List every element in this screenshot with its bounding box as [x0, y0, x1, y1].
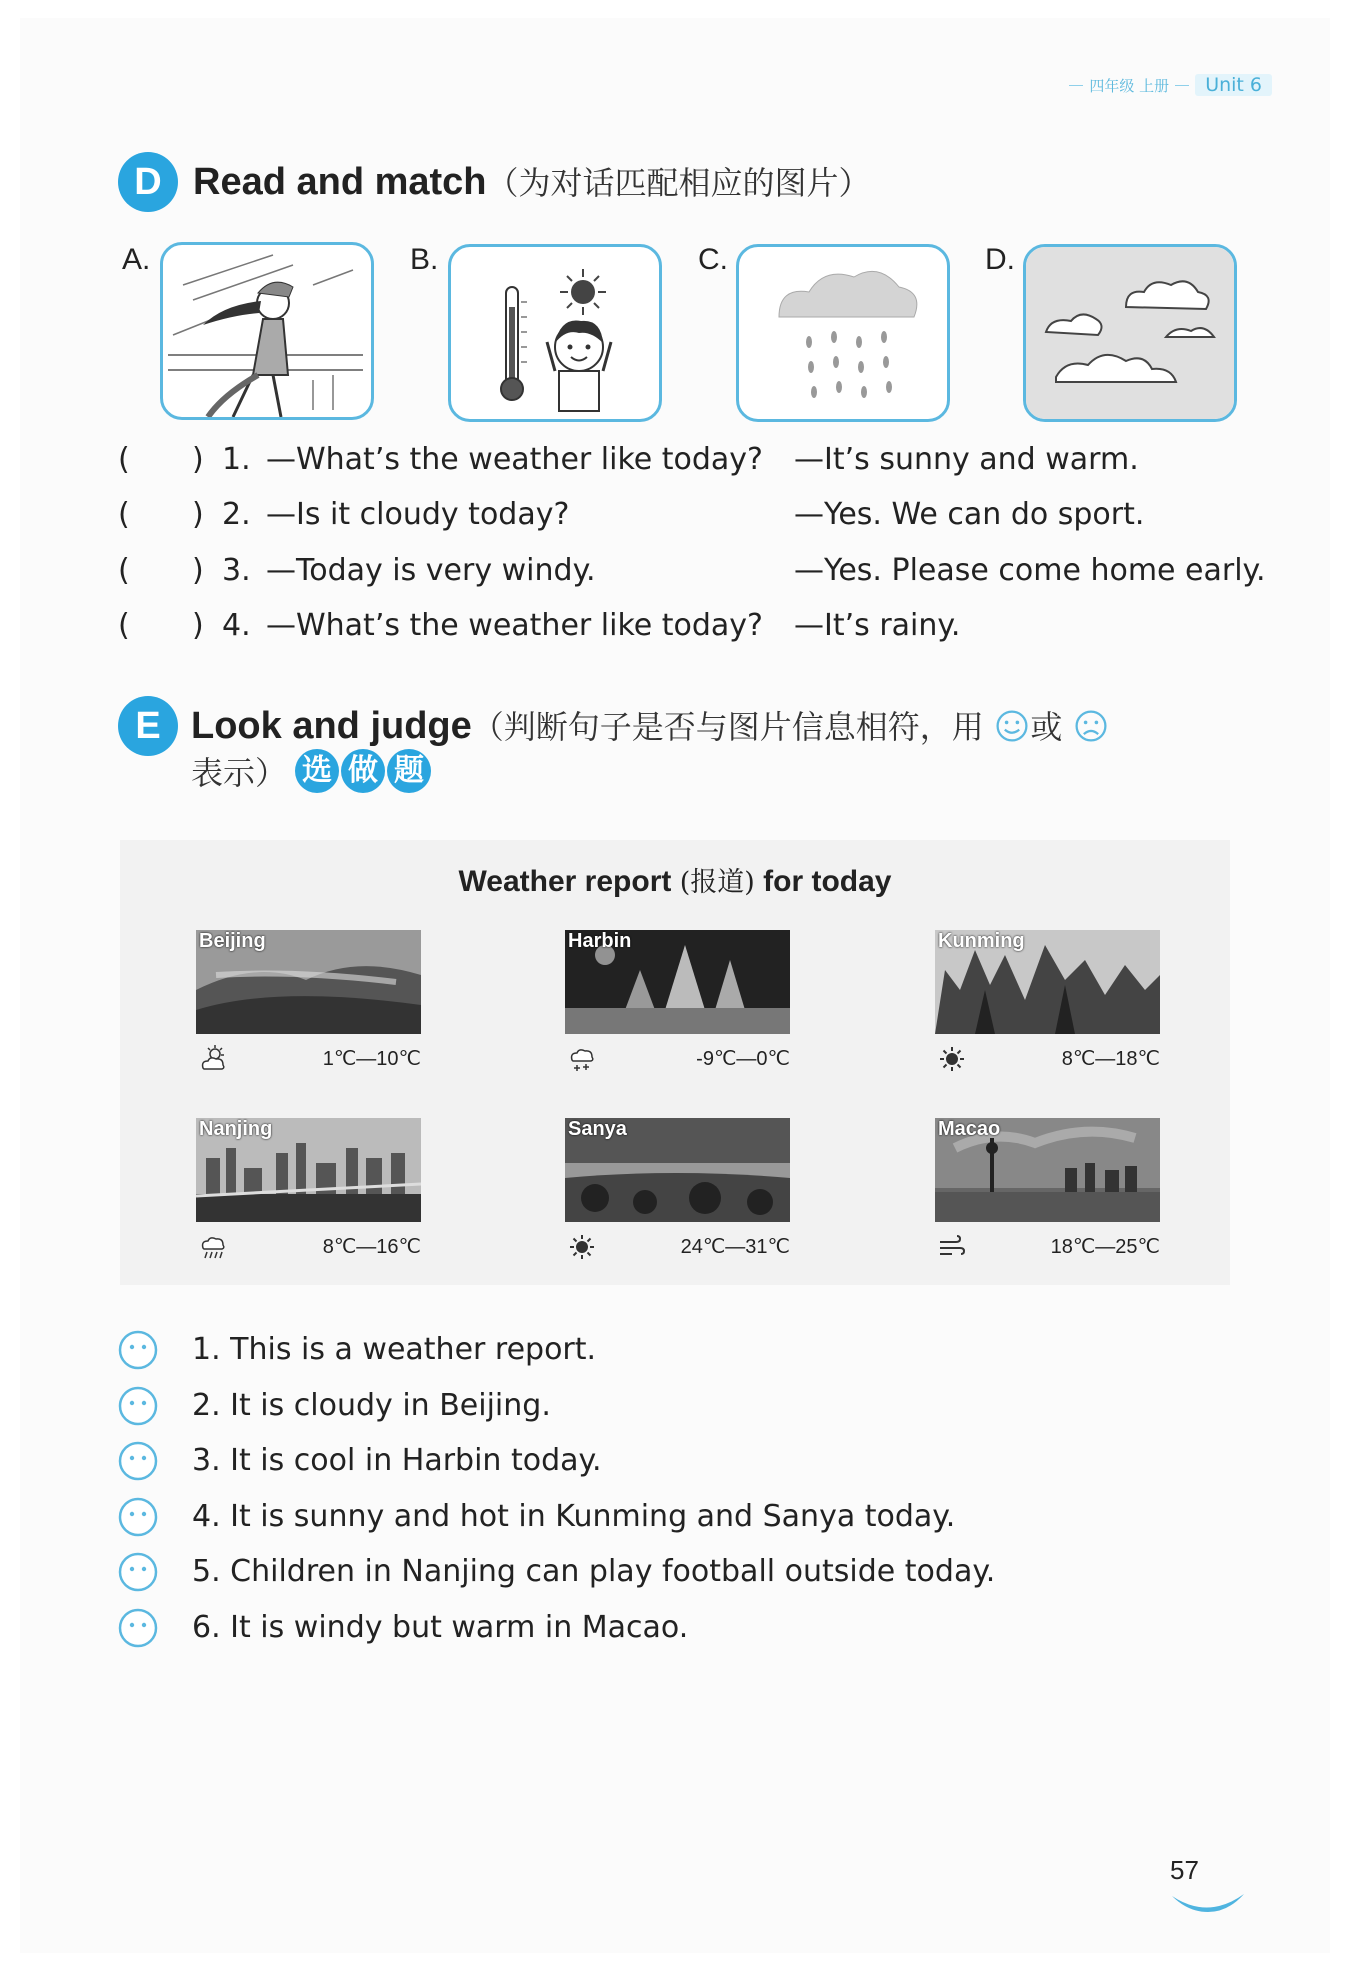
cloudy-sun-icon: [198, 1044, 228, 1074]
item-number: 1.: [222, 442, 251, 477]
city-photo: [565, 930, 790, 1034]
report-title-cn: (报道): [679, 867, 755, 898]
city-weather-row: [935, 1040, 1160, 1076]
answer-bracket-open[interactable]: (: [118, 497, 130, 532]
optional-badge-char: 题: [387, 749, 431, 793]
city-temp: -9℃—0℃: [696, 1048, 790, 1070]
question-text: —What’s the weather like today?: [266, 608, 763, 643]
city-photo: [196, 1118, 421, 1222]
answer-text: —It’s sunny and warm.: [794, 442, 1139, 477]
city-weather-row: [196, 1040, 421, 1076]
answer-text: —Yes. We can do sport.: [794, 497, 1145, 532]
section-d-title-cn: （为对话匹配相应的图片）: [486, 164, 871, 202]
city-card-harbin: [565, 930, 790, 1076]
rain-icon: [198, 1232, 228, 1262]
weather-report-title: [120, 860, 1230, 899]
section-d-title: [193, 158, 871, 204]
city-temp: 24℃—31℃: [680, 1236, 790, 1258]
city-photo: [196, 930, 421, 1034]
city-name: Macao: [938, 1118, 1001, 1140]
section-d-badge: D: [118, 152, 178, 212]
city-name: Harbin: [568, 930, 632, 952]
city-temp: 18℃—25℃: [1050, 1236, 1160, 1258]
header-rule: [1175, 85, 1189, 86]
clouds-picture: [1023, 244, 1237, 422]
smile-face-icon: [994, 708, 1030, 744]
city-card-kunming: [935, 930, 1160, 1076]
blank-face-icon[interactable]: [118, 1330, 158, 1370]
section-e-title-line2: [191, 748, 431, 794]
statement-text: 2. It is cloudy in Beijing.: [192, 1388, 551, 1423]
item-number: 2.: [222, 497, 251, 532]
picture-label-d: D.: [985, 243, 1015, 276]
section-e-title-or: 或: [1030, 708, 1063, 746]
report-title-end: for today: [763, 865, 892, 898]
answer-bracket-close: ): [192, 553, 204, 588]
city-card-macao: [935, 1118, 1160, 1264]
city-photo: [565, 1118, 790, 1222]
city-weather-row: [935, 1228, 1160, 1264]
city-name: Nanjing: [199, 1118, 273, 1140]
city-temp: 8℃—18℃: [1061, 1048, 1160, 1070]
city-photo: [935, 930, 1160, 1034]
sad-face-icon: [1073, 708, 1109, 744]
city-name: Sanya: [568, 1118, 627, 1140]
item-number: 4.: [222, 608, 251, 643]
rain-cloud-picture: [736, 244, 950, 422]
section-d-title-en: Read and match: [193, 161, 487, 203]
sunny-icon: [937, 1044, 967, 1074]
city-temp: 8℃—16℃: [322, 1236, 421, 1258]
page-number-swoosh-icon: [1168, 1890, 1248, 1916]
page-number: 57: [1170, 1855, 1199, 1885]
blank-face-icon[interactable]: [118, 1608, 158, 1648]
optional-badge-char: 做: [341, 749, 385, 793]
question-text: —Today is very windy.: [266, 553, 596, 588]
statement-text: 5. Children in Nanjing can play football outside today.: [192, 1554, 996, 1589]
snow-icon: [567, 1044, 597, 1074]
question-text: —Is it cloudy today?: [266, 497, 570, 532]
blank-face-icon[interactable]: [118, 1552, 158, 1592]
item-number: 3.: [222, 553, 251, 588]
hot-thermometer-boy-picture: [448, 244, 662, 422]
blank-face-icon[interactable]: [118, 1497, 158, 1537]
city-name: Kunming: [938, 930, 1025, 952]
city-card-sanya: [565, 1118, 790, 1264]
city-weather-row: [196, 1228, 421, 1264]
section-e-title-cn-end: 表示）: [191, 754, 288, 792]
windy-girl-picture: [160, 242, 374, 420]
answer-bracket-open[interactable]: (: [118, 608, 130, 643]
optional-task-badges: [295, 749, 431, 793]
section-e-title-en: Look and judge: [191, 705, 472, 747]
answer-bracket-open[interactable]: (: [118, 553, 130, 588]
blank-face-icon[interactable]: [118, 1386, 158, 1426]
blank-face-icon[interactable]: [118, 1441, 158, 1481]
page-header: [1069, 74, 1272, 96]
city-temp: 1℃—10℃: [322, 1048, 421, 1070]
question-text: —What’s the weather like today?: [266, 442, 763, 477]
report-title-en: Weather report: [458, 865, 672, 898]
optional-badge-char: 选: [295, 749, 339, 793]
city-name: Beijing: [199, 930, 266, 952]
city-card-beijing: [196, 930, 421, 1076]
header-grade: 四年级 上册: [1089, 76, 1170, 95]
city-weather-row: [565, 1040, 790, 1076]
statement-text: 3. It is cool in Harbin today.: [192, 1443, 602, 1478]
sunny-icon: [567, 1232, 597, 1262]
city-photo: [935, 1118, 1160, 1222]
header-rule: [1069, 85, 1083, 86]
city-card-nanjing: [196, 1118, 421, 1264]
statement-text: 1. This is a weather report.: [192, 1332, 597, 1367]
section-e-badge: E: [118, 696, 178, 756]
picture-label-b: B.: [410, 243, 439, 276]
statement-text: 6. It is windy but warm in Macao.: [192, 1610, 689, 1645]
weather-report-panel: [120, 840, 1230, 1285]
city-weather-row: [565, 1228, 790, 1264]
section-e-title: [191, 702, 1109, 748]
picture-label-a: A.: [122, 243, 151, 276]
answer-bracket-close: ): [192, 608, 204, 643]
answer-bracket-open[interactable]: (: [118, 442, 130, 477]
header-unit: Unit 6: [1195, 74, 1272, 96]
answer-bracket-close: ): [192, 442, 204, 477]
windy-icon: [937, 1232, 967, 1262]
answer-text: —Yes. Please come home early.: [794, 553, 1266, 588]
answer-text: —It’s rainy.: [794, 608, 961, 643]
answer-bracket-close: ): [192, 497, 204, 532]
section-e-title-cn: （判断句子是否与图片信息相符，用: [471, 708, 984, 746]
picture-label-c: C.: [698, 243, 728, 276]
statement-text: 4. It is sunny and hot in Kunming and Sanya today.: [192, 1499, 956, 1534]
